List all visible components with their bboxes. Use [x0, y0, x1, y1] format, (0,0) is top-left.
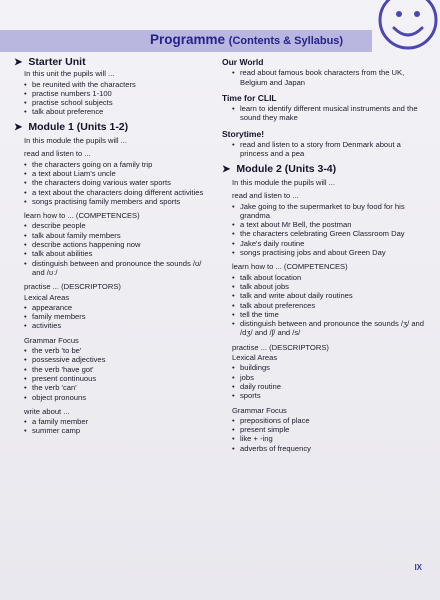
list-item: • tell the time — [232, 310, 427, 319]
module1-heading: ➤ Module 1 (Units 1-2) — [14, 120, 129, 133]
list-item: • object pronouns — [24, 393, 214, 402]
list-item: • the verb 'can' — [24, 383, 214, 392]
list-item: • read and listen to a story from Denmark about a princess and a pea — [232, 140, 427, 159]
module2-read-label: read and listen to ... — [232, 191, 299, 201]
smiley-icon — [370, 0, 440, 58]
list-item: • describe actions happening now — [24, 240, 214, 249]
module1-lexical-list — [14, 303, 214, 331]
list-item: • a text about Liam's uncle — [24, 169, 214, 178]
list-item: • buildings — [232, 363, 427, 372]
list-item: • daily routine — [232, 382, 427, 391]
list-item: • present continuous — [24, 374, 214, 383]
module2-grammar-label: Grammar Focus — [232, 405, 287, 415]
list-item: • activities — [24, 321, 214, 330]
module2-learn-label: learn how to ... (COMPETENCES) — [232, 262, 348, 272]
list-item: • a text about the characters doing different activities — [24, 188, 214, 197]
module2-read-list — [222, 202, 427, 258]
module2-practise-label: practise ... (DESCRIPTORS) — [232, 342, 329, 352]
list-item: • family members — [24, 312, 214, 321]
module1-grammar-list — [14, 346, 214, 402]
page-title — [150, 32, 343, 47]
list-item: • the verb 'have got' — [24, 365, 214, 374]
list-item: • practise numbers 1-100 — [24, 89, 214, 98]
module1-learn-label: learn how to ... (COMPETENCES) — [24, 211, 140, 221]
list-item: • talk about jobs — [232, 282, 427, 291]
module1-grammar-label: Grammar Focus — [24, 335, 79, 345]
list-item: • the verb 'to be' — [24, 346, 214, 355]
list-item: • describe people — [24, 221, 214, 230]
list-item: • songs practising family members and sports — [24, 197, 214, 206]
our-world-list — [222, 68, 427, 87]
list-item: • talk about location — [232, 273, 427, 282]
list-item: • like + -ing — [232, 434, 427, 443]
list-item: • practise school subjects — [24, 98, 214, 107]
module2-lexical-label: Lexical Areas — [232, 353, 278, 363]
module2-grammar-list — [222, 416, 427, 453]
starter-lead: In this unit the pupils will ... — [24, 69, 115, 79]
clil-list — [222, 104, 427, 123]
list-item: • Jake going to the supermarket to buy food for his grandma — [232, 202, 427, 221]
list-item: • learn to identify different musical instruments and the sound they make — [232, 104, 427, 123]
module1-write-label: write about ... — [24, 406, 70, 416]
list-item: • talk about preferences — [232, 301, 427, 310]
list-item: • the characters celebrating Green Classroom Day — [232, 229, 427, 238]
list-item: • a text about Mr Bell, the postman — [232, 220, 427, 229]
title-text: Programme — [150, 32, 226, 47]
module1-practise-label: practise ... (DESCRIPTORS) — [24, 282, 121, 292]
arrow-icon: ➤ — [14, 57, 23, 68]
module2-lexical-list — [222, 363, 427, 400]
list-item: • the characters doing various water sports — [24, 178, 214, 187]
our-world-heading: Our World — [222, 57, 264, 67]
list-item: • a family member — [24, 417, 214, 426]
list-item: • the characters going on a family trip — [24, 160, 214, 169]
list-item: • songs practising jobs and about Green Day — [232, 248, 427, 257]
list-item: • talk about abilities — [24, 249, 214, 258]
list-item: • summer camp — [24, 426, 214, 435]
page-number: IX — [414, 563, 422, 572]
arrow-icon: ➤ — [222, 163, 231, 175]
starter-list — [14, 80, 214, 117]
list-item: • talk about family members — [24, 231, 214, 240]
module1-read-label: read and listen to ... — [24, 149, 91, 159]
clil-heading: Time for CLIL — [222, 92, 277, 103]
arrow-icon: ➤ — [14, 121, 23, 133]
module2-learn-list — [222, 273, 427, 338]
right-column — [222, 58, 427, 453]
list-item: • read about famous book characters from the UK, Belgium and Japan — [232, 68, 427, 87]
module2-lead: In this module the pupils will ... — [232, 177, 335, 187]
list-item: • jobs — [232, 373, 427, 382]
list-item: • present simple — [232, 425, 427, 434]
starter-heading: ➤ Starter Unit — [14, 56, 86, 68]
storytime-list — [222, 140, 427, 159]
title-subtitle: (Contents & Syllabus) — [228, 35, 344, 47]
module1-lexical-label: Lexical Areas — [24, 292, 70, 302]
list-item: • be reunited with the characters — [24, 80, 214, 89]
storytime-heading: Storytime! — [222, 128, 265, 139]
list-item: • possessive adjectives — [24, 355, 214, 364]
list-item: • distinguish between and pronounce the sounds /ʒ/ and /dʒ/ and /ʃ/ and /s/ — [232, 319, 427, 338]
left-column — [14, 58, 214, 436]
module1-read-list — [14, 160, 214, 206]
list-item: • prepositions of place — [232, 416, 427, 425]
list-item: • talk and write about daily routines — [232, 291, 427, 300]
list-item: • adverbs of frequency — [232, 444, 427, 453]
list-item: • talk about preference — [24, 107, 214, 116]
module1-lead: In this module the pupils will ... — [24, 136, 127, 146]
list-item: • Jake's daily routine — [232, 239, 427, 248]
list-item: • sports — [232, 391, 427, 400]
module2-heading: ➤ Module 2 (Units 3-4) — [222, 162, 337, 175]
module1-write-list — [14, 417, 214, 436]
list-item: • distinguish between and pronounce the sounds /ʊ/ and /ʊː/ — [24, 259, 214, 278]
module1-learn-list — [14, 221, 214, 277]
list-item: • appearance — [24, 303, 214, 312]
